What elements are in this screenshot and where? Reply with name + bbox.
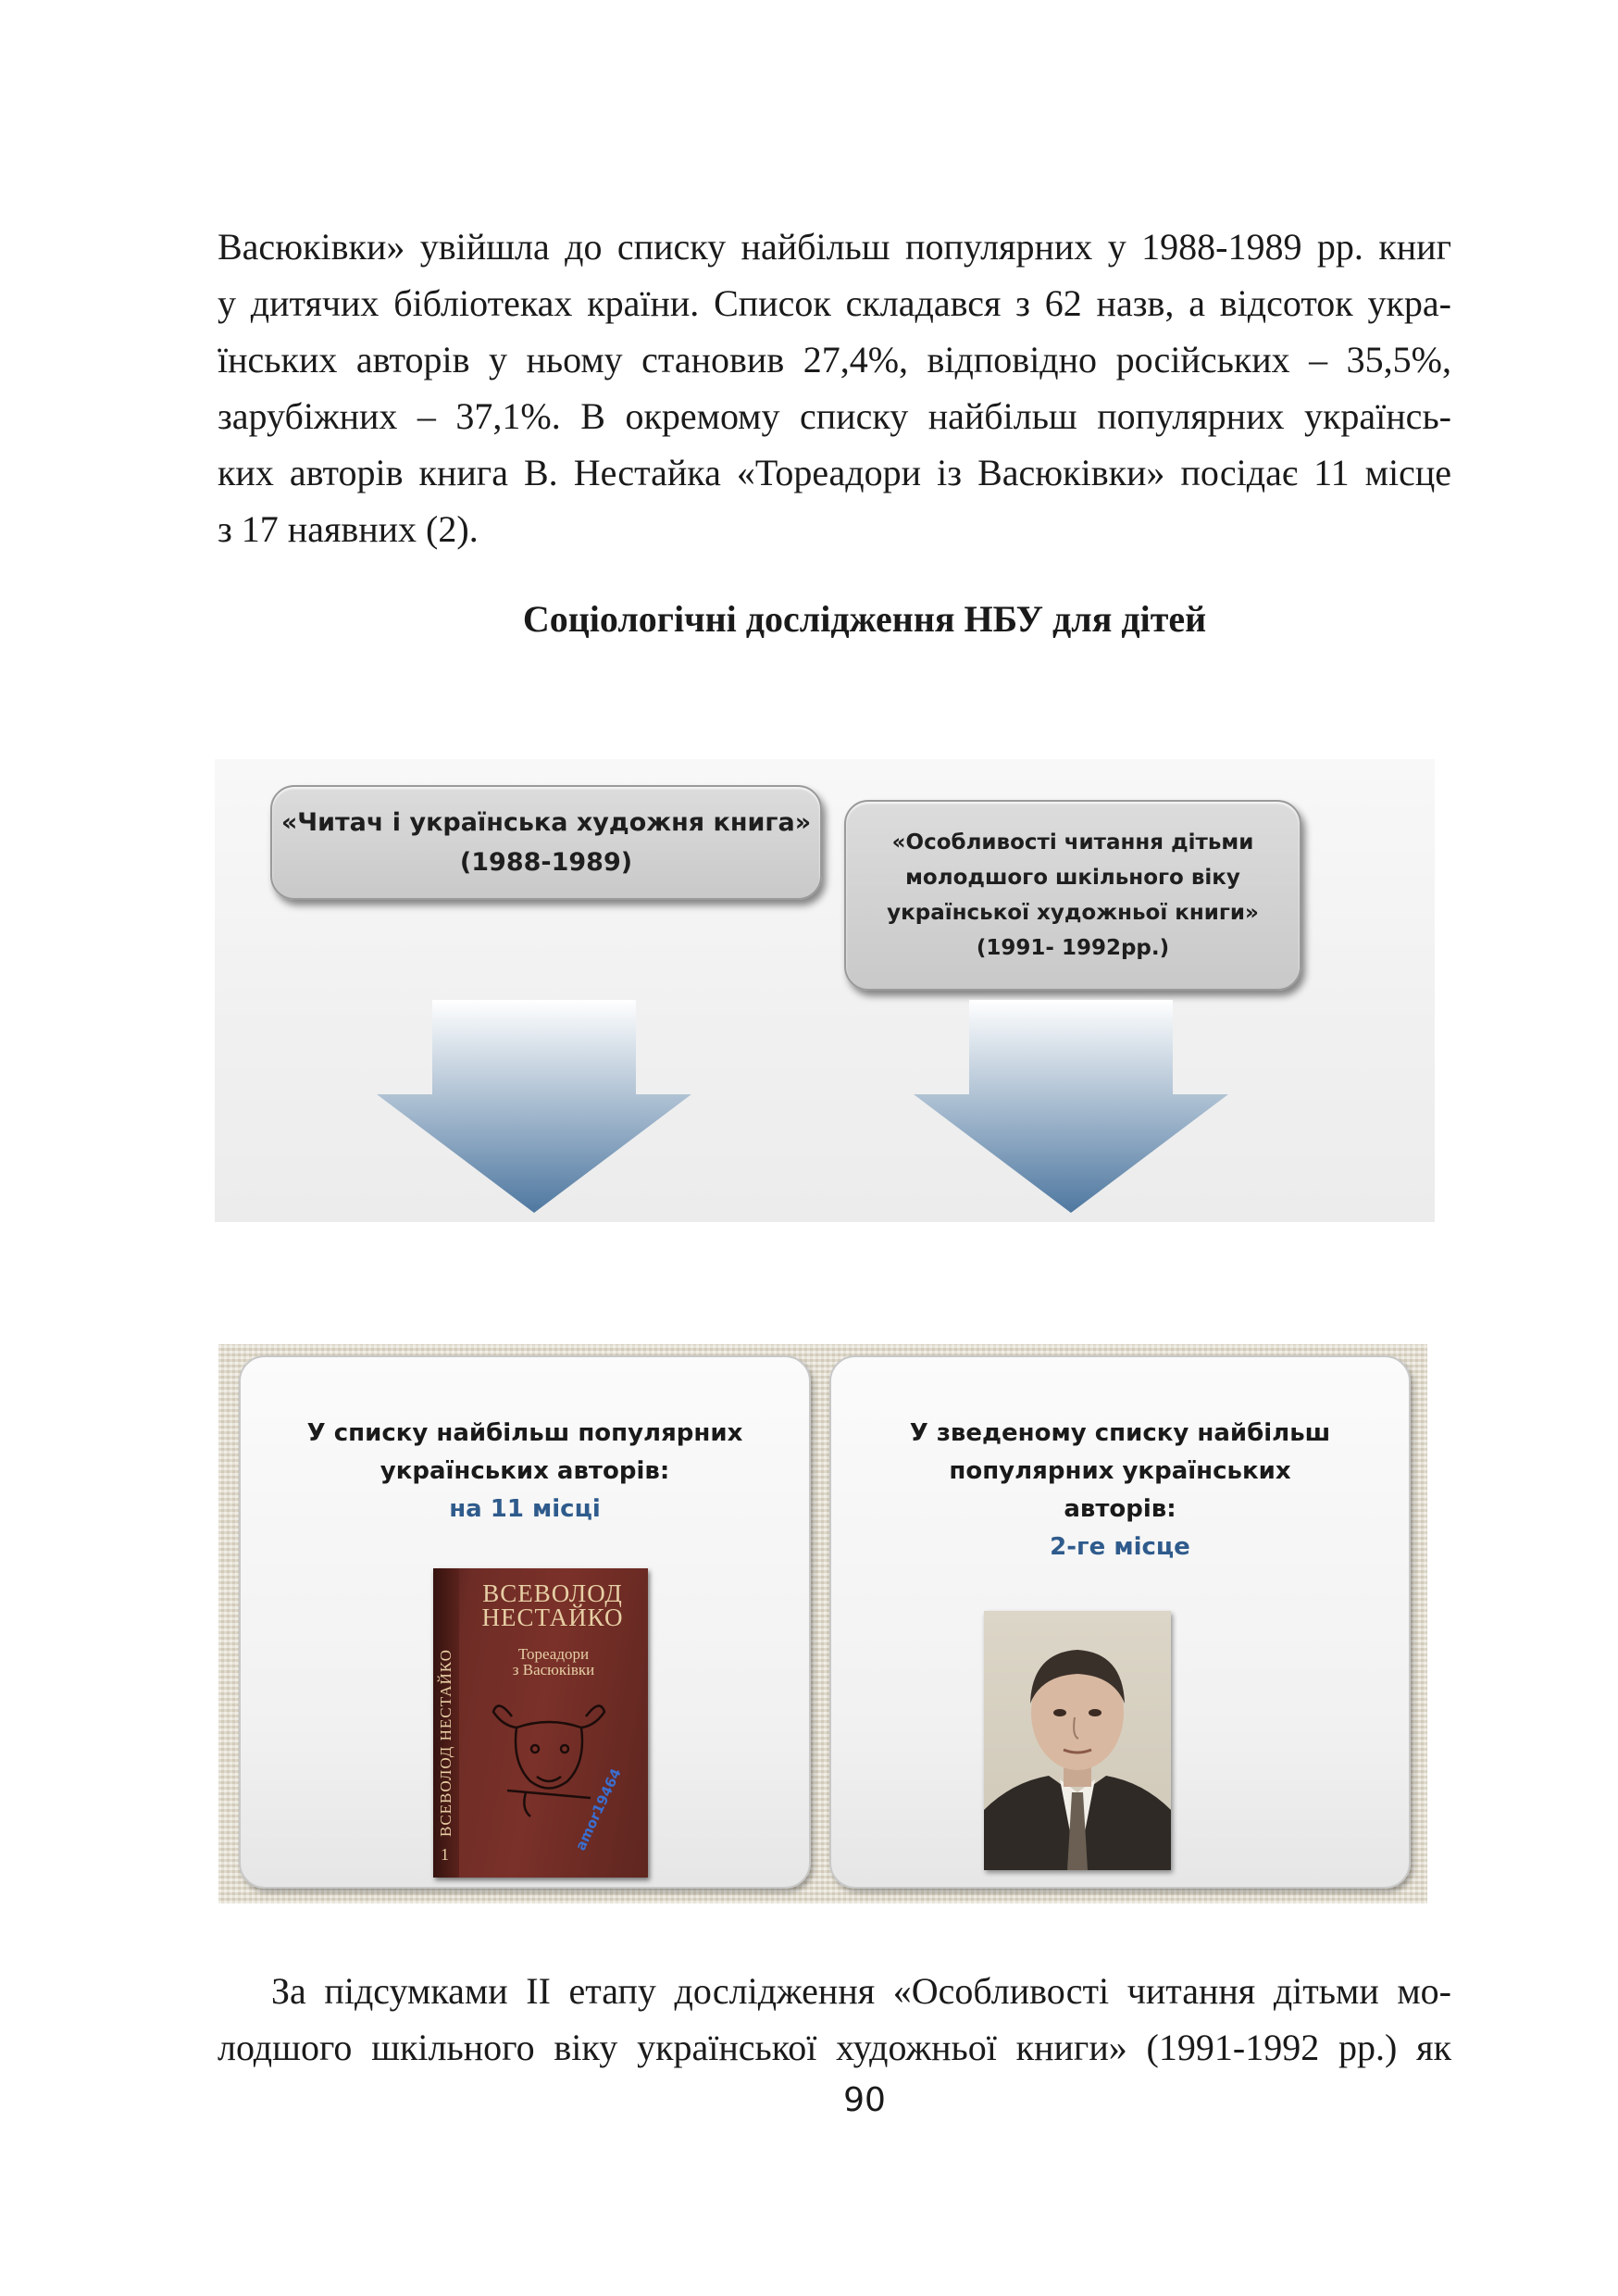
book-subtitle-line: Тореадори <box>517 1645 590 1663</box>
text-line: з 17 наявних (2). <box>218 508 479 550</box>
text-line: лодшого шкільного віку української художньої книги» (1991-1992 рр.) як <box>218 2027 1451 2068</box>
down-arrow-icon <box>914 1000 1228 1213</box>
study-1991-bubble <box>844 800 1301 991</box>
card-text-line: популярних українських <box>949 1457 1291 1485</box>
research-flow-diagram <box>215 759 1435 1222</box>
card-text-line: авторів: <box>1064 1495 1176 1523</box>
text-line: ких авторів книга В. Нестайка «Тореадори із Васюківки» посідає 11 місце <box>218 452 1451 493</box>
author-portrait-photo <box>984 1611 1171 1870</box>
book-title <box>465 1581 641 1629</box>
book-title-line: ВСЕВОЛОД <box>482 1579 623 1607</box>
bubble-text: «Читач і українська художня книга» <box>280 808 812 837</box>
card-caption <box>241 1415 809 1529</box>
rank-highlight: 2-ге місце <box>1050 1533 1190 1561</box>
card-caption <box>831 1415 1409 1566</box>
page-number: 90 <box>843 2081 886 2119</box>
text-line: Васюківки» увійшла до списку найбільш популярних у 1988-1989 рр. книг <box>218 226 1451 268</box>
portrait-illustration <box>984 1611 1171 1870</box>
card-text-line: У зведеному списку найбільш <box>909 1419 1331 1447</box>
body-paragraph-2 <box>218 1963 1451 2076</box>
book-subtitle <box>489 1646 618 1678</box>
rank-highlight: на 11 місці <box>449 1495 601 1523</box>
study-1988-bubble <box>270 785 822 900</box>
book-title-line: НЕСТАЙКО <box>481 1603 624 1631</box>
book-subtitle-line: з Васюківки <box>512 1661 595 1678</box>
watermark-text: amor19464 <box>572 1766 625 1853</box>
card-text-line: українських авторів: <box>380 1457 670 1485</box>
result-card-summary-rank <box>829 1355 1411 1889</box>
text-line: у дитячих бібліотеках країни. Список складався з 62 назв, а відсоток укра- <box>218 282 1451 324</box>
bubble-text: молодшого шкільного віку <box>905 866 1240 890</box>
results-panel <box>218 1344 1427 1903</box>
bubble-text: (1991- 1992рр.) <box>976 936 1170 960</box>
body-paragraph-1 <box>218 218 1451 557</box>
book-cover-image <box>433 1568 648 1878</box>
down-arrow-icon <box>377 1000 691 1213</box>
section-heading: Соціологічні дослідження НБУ для дітей <box>522 598 1207 640</box>
card-text-line: У списку найбільш популярних <box>306 1419 743 1447</box>
text-line: За підсумками ІІ етапу дослідження «Особливості читання дітьми мо- <box>271 1970 1451 2012</box>
bubble-text: «Особливості читання дітьми <box>891 830 1254 855</box>
book-spine-text: ВСЕВОЛОД НЕСТАЙКО <box>437 1649 454 1837</box>
bubble-text: (1988-1989) <box>459 848 633 877</box>
book-volume-number: 1 <box>441 1845 449 1864</box>
text-line: їнських авторів у ньому становив 27,4%, відповідно російських – 35,5%, <box>218 339 1451 381</box>
bubble-text: української художньої книги» <box>887 901 1259 925</box>
text-line: зарубіжних – 37,1%. В окремому списку найбільш популярних українсь- <box>218 395 1451 437</box>
bull-illustration-icon <box>489 1689 609 1818</box>
result-card-list-rank <box>239 1355 811 1889</box>
